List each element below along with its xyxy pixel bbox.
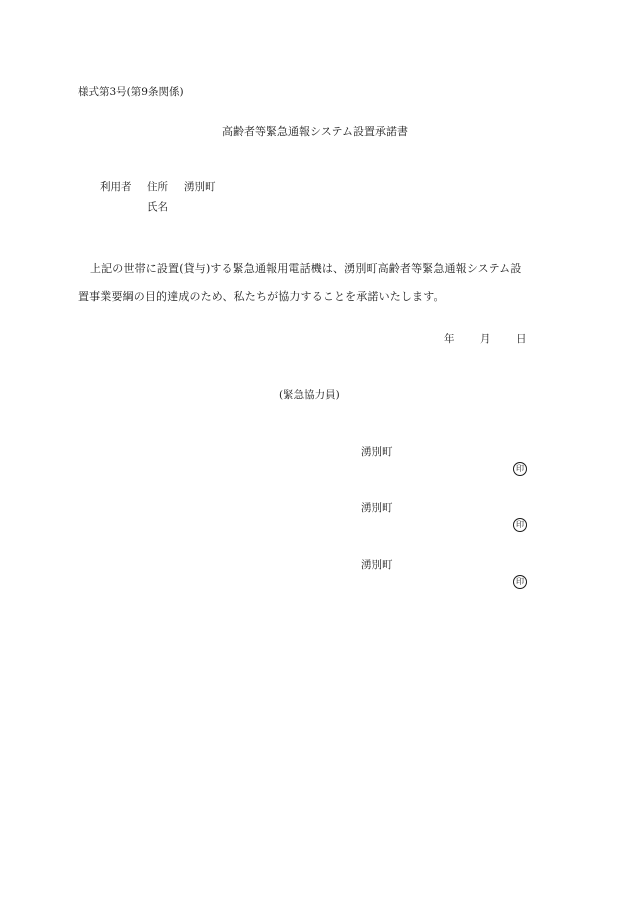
name-label: 氏名: [147, 201, 168, 213]
cooperator-town-3: 湧別町: [361, 559, 393, 571]
address-label: 住所: [147, 181, 168, 193]
date-year-label: 年: [444, 333, 455, 345]
seal-icon-2: 印: [513, 518, 527, 532]
body-text-line-2: 置事業要綱の目的達成のため、私たちが協力することを承諾いたします。: [78, 290, 445, 303]
body-text-line-1: 上記の世帯に設置(貸与)する緊急通報用電話機は、湧別町高齢者等緊急通報システム設: [90, 262, 522, 275]
address-value: 湧別町: [184, 181, 216, 193]
seal-icon-3: 印: [513, 575, 527, 589]
date-month-label: 月: [480, 333, 491, 345]
document-title: 高齢者等緊急通報システム設置承諾書: [222, 125, 408, 138]
cooperator-town-2: 湧別町: [361, 502, 393, 514]
form-number: 様式第3号(第9条関係): [78, 86, 184, 98]
user-label: 利用者: [100, 181, 132, 193]
seal-icon-1: 印: [513, 462, 527, 476]
cooperators-heading: (緊急協力員): [279, 389, 340, 401]
date-day-label: 日: [516, 333, 527, 345]
cooperator-town-1: 湧別町: [361, 446, 393, 458]
